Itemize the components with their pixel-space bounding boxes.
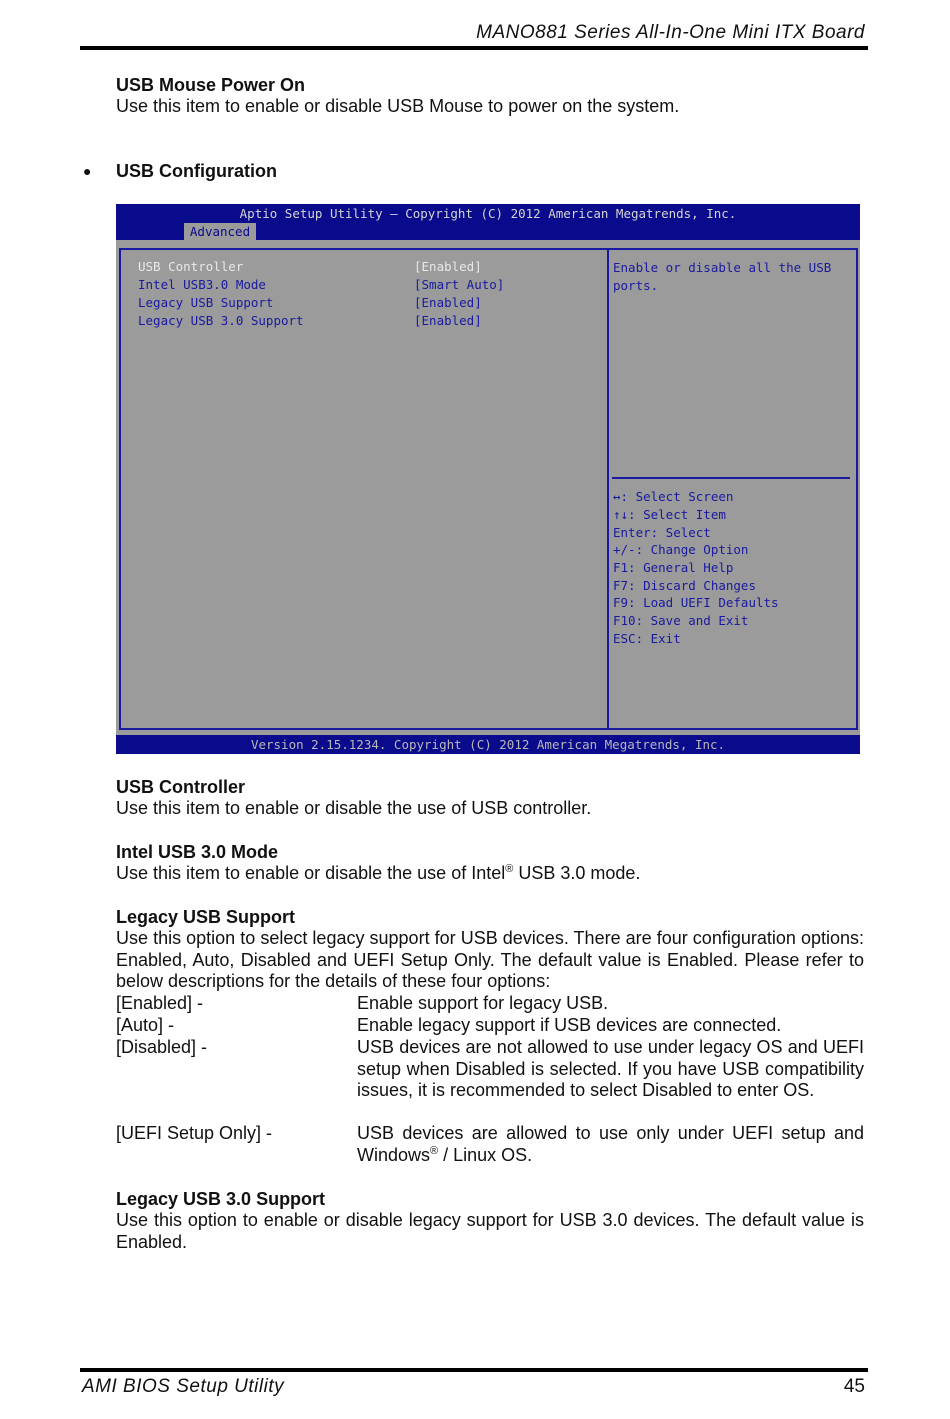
legacy-usb-heading: Legacy USB Support	[116, 907, 296, 927]
bios-help-divider	[612, 477, 850, 479]
bios-divider	[607, 248, 609, 730]
option-desc: Enable legacy support if USB devices are connected.	[357, 1015, 782, 1035]
option-desc	[357, 1123, 864, 1166]
bios-key-enter: Enter: Select	[613, 525, 711, 540]
bios-value-intel-usb3-mode[interactable]: [Smart Auto]	[414, 277, 505, 292]
bios-key-change-option: +/-: Change Option	[613, 542, 749, 557]
option-desc: Enable support for legacy USB.	[357, 993, 609, 1013]
bios-item-intel-usb3-mode[interactable]: Intel USB3.0 Mode	[138, 277, 266, 292]
bios-value-legacy-usb30-support[interactable]: [Enabled]	[414, 313, 482, 328]
footer-title: AMI BIOS Setup Utility	[82, 1376, 285, 1397]
option-desc: USB devices are not allowed to use under legacy OS and UEFI setup when Disabled is selected. If you have USB compatibility issues, it is recommended to select Disabled to enter OS.	[357, 1037, 864, 1101]
bios-screenshot	[116, 204, 860, 754]
bios-item-legacy-usb30-support[interactable]: Legacy USB 3.0 Support	[138, 313, 304, 328]
option-key: [UEFI Setup Only] -	[116, 1123, 273, 1143]
legacy-usb3-text: Use this option to enable or disable legacy support for USB 3.0 devices. The default value is Enabled.	[116, 1210, 864, 1252]
page-number: 45	[843, 1376, 865, 1397]
option-key: [Enabled] -	[116, 993, 204, 1013]
bios-item-usb-controller[interactable]: USB Controller	[138, 259, 244, 274]
legacy-usb3-heading: Legacy USB 3.0 Support	[116, 1189, 326, 1209]
registered-mark: ®	[430, 1144, 439, 1157]
bios-key-f1: F1: General Help	[613, 560, 734, 575]
bullet-icon: ●	[83, 163, 92, 179]
bios-item-legacy-usb-support[interactable]: Legacy USB Support	[138, 295, 274, 310]
bios-value-legacy-usb-support[interactable]: [Enabled]	[414, 295, 482, 310]
intel-usb3-text	[116, 863, 864, 885]
header-rule	[80, 46, 868, 50]
usb-config-heading: USB Configuration	[116, 161, 277, 181]
usb-mouse-heading: USB Mouse Power On	[116, 75, 306, 95]
legacy-usb-text: Use this option to select legacy support for USB devices. There are four configuration options: Enabled, Auto, Disabled and UEFI Setup Only. The default value is Enabled. Please refer to below descriptions for the details of these four options:	[116, 928, 864, 992]
bios-key-f10: F10: Save and Exit	[613, 613, 749, 628]
bios-help-line-1: Enable or disable all the USB	[613, 260, 832, 275]
usb-controller-text: Use this item to enable or disable the use of USB controller.	[116, 798, 592, 818]
intel-usb3-text-a: Use this item to enable or disable the use of Intel	[116, 863, 506, 883]
intel-usb3-heading: Intel USB 3.0 Mode	[116, 842, 279, 862]
intel-usb3-text-b: USB 3.0 mode.	[513, 863, 641, 883]
uefi-desc-b: / Linux OS.	[438, 1144, 533, 1165]
bios-tab-advanced[interactable]: Advanced	[184, 223, 256, 240]
bios-key-f9: F9: Load UEFI Defaults	[613, 595, 779, 610]
bios-key-f7: F7: Discard Changes	[613, 578, 756, 593]
bios-title: Aptio Setup Utility – Copyright (C) 2012 American Megatrends, Inc.	[239, 206, 737, 221]
bios-key-esc: ESC: Exit	[613, 631, 681, 646]
option-key: [Auto] -	[116, 1015, 175, 1035]
page-header-title: MANO881 Series All-In-One Mini ITX Board	[476, 22, 865, 43]
bios-key-select-screen: ↔: Select Screen	[613, 489, 734, 504]
bios-key-select-item: ↑↓: Select Item	[613, 507, 726, 522]
usb-controller-heading: USB Controller	[116, 777, 246, 797]
registered-mark: ®	[505, 863, 514, 875]
bios-value-usb-controller[interactable]: [Enabled]	[414, 259, 482, 274]
bios-help-line-2: ports.	[613, 278, 659, 293]
uefi-desc-a: USB devices are allowed to use only under UEFI setup and Windows	[357, 1123, 864, 1165]
usb-mouse-text: Use this item to enable or disable USB Mouse to power on the system.	[116, 96, 680, 116]
option-key: [Disabled] -	[116, 1037, 208, 1057]
bios-version: Version 2.15.1234. Copyright (C) 2012 American Megatrends, Inc.	[250, 737, 726, 752]
footer-rule	[80, 1368, 868, 1372]
